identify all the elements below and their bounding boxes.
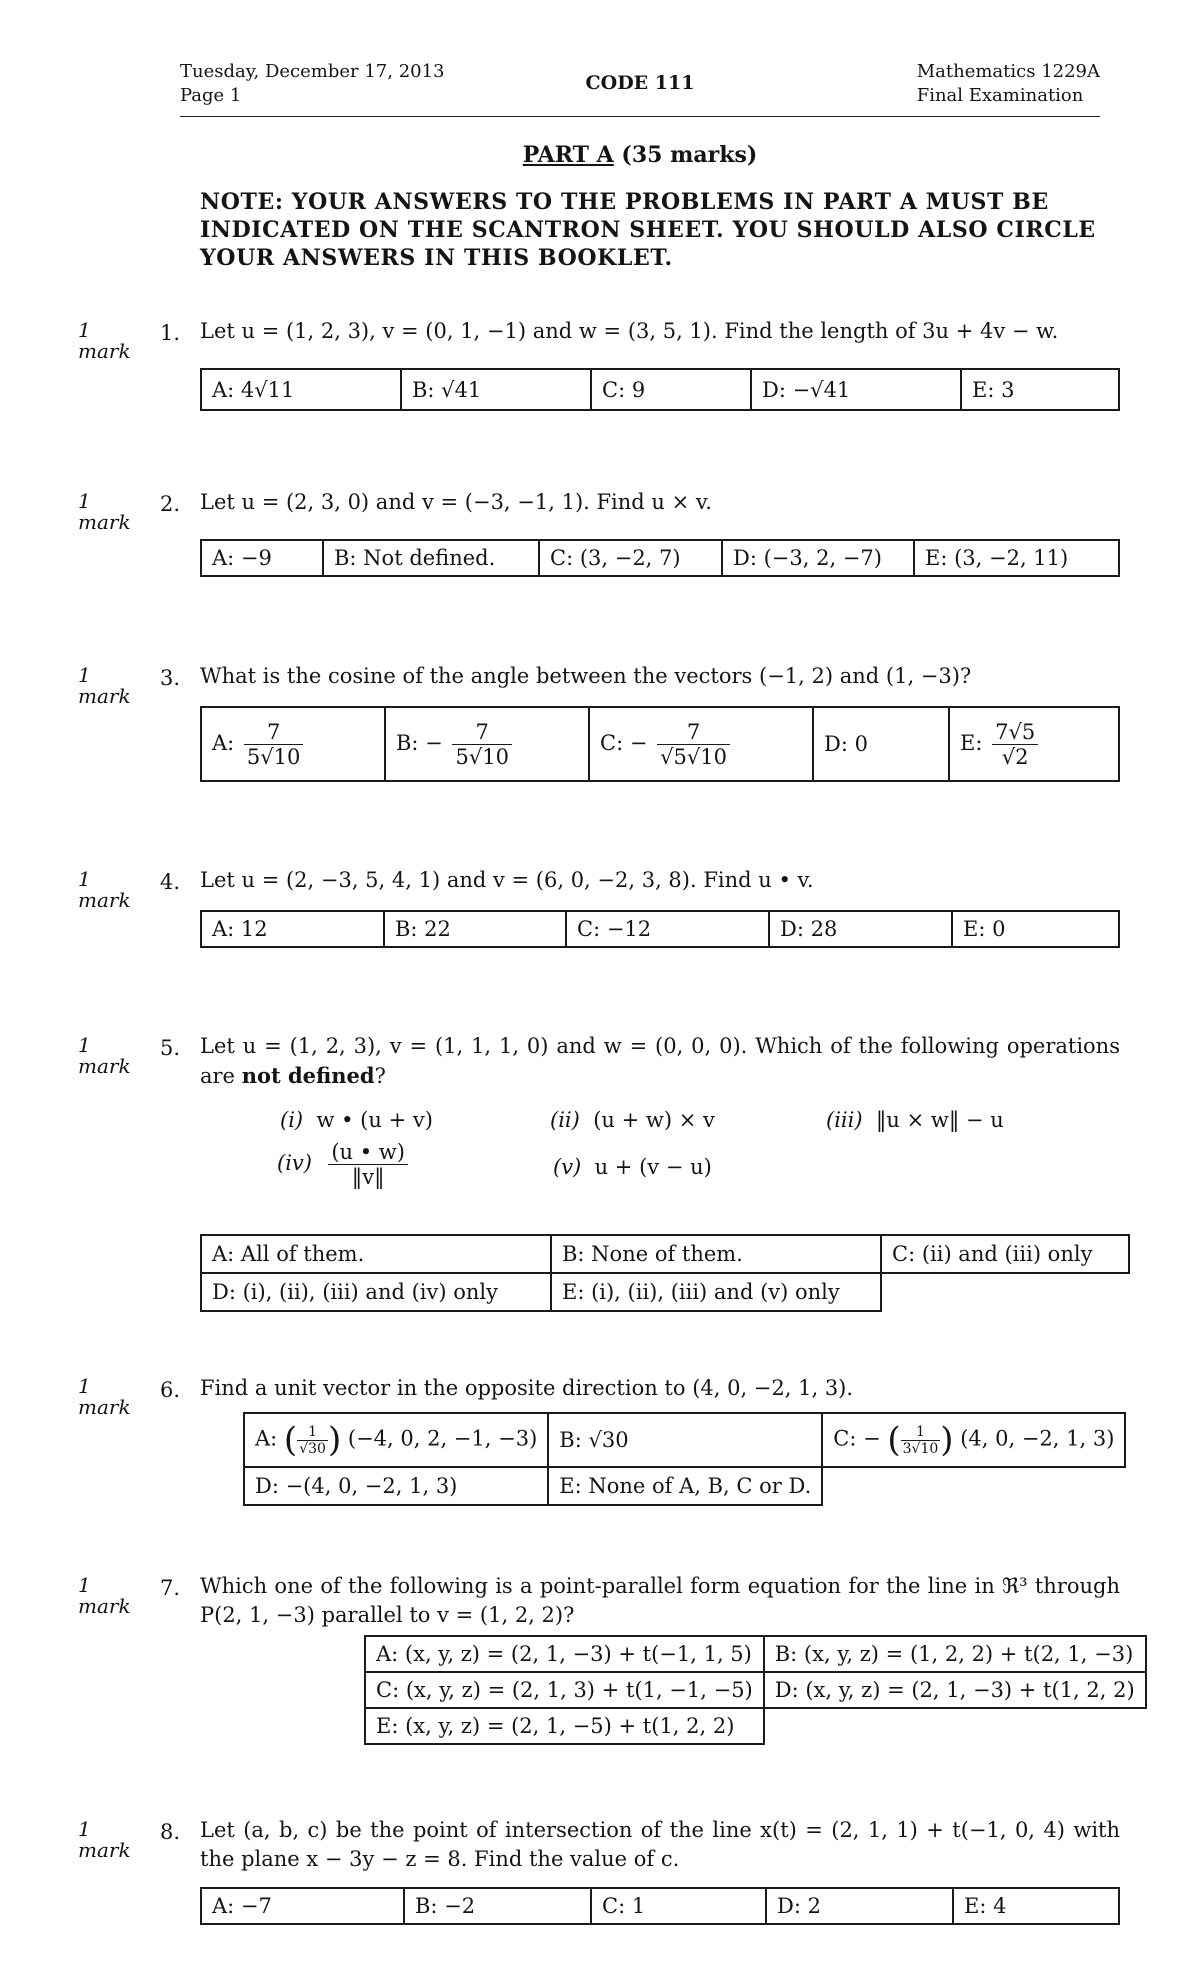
answer-options xyxy=(364,1635,1147,1745)
operation-i: (i) w • (u + v) xyxy=(280,1108,433,1132)
mark-label: 1 mark xyxy=(78,1374,131,1419)
header-right xyxy=(917,60,1100,108)
exam-name: Final Examination xyxy=(916,85,1084,106)
option-a[interactable]: A: −9 xyxy=(201,540,323,576)
answer-options xyxy=(200,706,1120,782)
operation-iv: (iv) $\frac{(u • w)}{‖v‖}$ xyxy=(277,1140,411,1189)
option-a[interactable]: A: −7 xyxy=(201,1888,404,1924)
option-b[interactable]: B: None of them. xyxy=(551,1235,881,1273)
option-d[interactable]: D: 28 xyxy=(769,911,952,947)
answer-options xyxy=(200,1887,1120,1925)
option-c[interactable]: C: (ii) and (iii) only xyxy=(881,1235,1129,1273)
option-b[interactable]: B: √30 xyxy=(548,1413,822,1467)
option-c[interactable]: C: − $\frac{7}{√5√10}$ xyxy=(589,707,813,781)
option-e[interactable]: E: $\frac{7√5}{√2}$ xyxy=(949,707,1119,781)
option-e[interactable]: E: (3, −2, 11) xyxy=(914,540,1119,576)
option-d[interactable]: D: (i), (ii), (iii) and (iv) only xyxy=(201,1273,551,1311)
scantron-note: NOTE: YOUR ANSWERS TO THE PROBLEMS IN PART A MUST BE INDICATED ON THE SCANTRON SHEET. YOU SHOULD ALSO CIRCLE YOUR ANSWERS IN THIS BOOKLET. xyxy=(200,189,1096,271)
option-a[interactable]: A: (x, y, z) = (2, 1, −3) + t(−1, 1, 5) xyxy=(365,1636,764,1672)
option-a[interactable]: A: 4√11 xyxy=(201,369,401,410)
question-text: Which one of the following is a point-parallel form equation for the line in ℜ³ through P(2, 1, −3) parallel to v = (1, 2, 2)? xyxy=(200,1574,1120,1627)
option-b[interactable]: B: √41 xyxy=(401,369,591,410)
option-a[interactable]: A: 12 xyxy=(201,911,384,947)
mark-label: 1 mark xyxy=(78,1033,131,1078)
option-e[interactable]: E: (x, y, z) = (2, 1, −5) + t(1, 2, 2) xyxy=(365,1708,764,1744)
operation-iii: (iii) ‖u × w‖ − u xyxy=(826,1108,1004,1132)
not-defined-emphasis: not defined xyxy=(241,1063,375,1088)
question-number: 5. xyxy=(160,1036,181,1060)
answer-options xyxy=(243,1412,1126,1506)
option-e[interactable]: E: None of A, B, C or D. xyxy=(548,1467,822,1505)
course-name: Mathematics 1229A xyxy=(916,61,1100,82)
question-number: 3. xyxy=(160,666,181,690)
mark-label: 1 mark xyxy=(78,489,131,534)
question-number: 8. xyxy=(160,1820,181,1844)
question-number: 2. xyxy=(160,492,181,516)
page-header xyxy=(180,60,1100,117)
option-d[interactable]: D: (−3, 2, −7) xyxy=(722,540,914,576)
option-d[interactable]: D: (x, y, z) = (2, 1, −3) + t(1, 2, 2) xyxy=(764,1672,1146,1708)
option-d[interactable]: D: 0 xyxy=(813,707,949,781)
option-d[interactable]: D: −(4, 0, −2, 1, 3) xyxy=(244,1467,548,1505)
option-d[interactable]: D: −√41 xyxy=(751,369,961,410)
operation-ii: (ii) (u + w) × v xyxy=(550,1108,715,1132)
option-c[interactable]: C: 1 xyxy=(591,1888,766,1924)
option-b[interactable]: B: 22 xyxy=(384,911,566,947)
question-number: 6. xyxy=(160,1378,181,1402)
option-b[interactable]: B: Not defined. xyxy=(323,540,539,576)
page-number: Page 1 xyxy=(180,85,242,106)
question-text: Let (a, b, c) be the point of intersection of the line x(t) = (2, 1, 1) + t(−1, 0, 4) with the plane x − 3y − z = 8. Find the value of c. xyxy=(200,1818,1120,1871)
answer-options xyxy=(200,1234,1130,1312)
option-c[interactable]: C: −12 xyxy=(566,911,769,947)
mark-label: 1 mark xyxy=(78,663,131,708)
answer-options xyxy=(200,910,1120,948)
option-a[interactable]: A: All of them. xyxy=(201,1235,551,1273)
mark-label: 1 mark xyxy=(78,867,131,912)
option-e[interactable]: E: 4 xyxy=(953,1888,1119,1924)
question-text: Find a unit vector in the opposite direction to (4, 0, −2, 1, 3). xyxy=(200,1376,854,1400)
option-c[interactable]: C: 9 xyxy=(591,369,751,410)
exam-code: CODE 111 xyxy=(585,72,695,94)
option-e[interactable]: E: 3 xyxy=(961,369,1119,410)
option-b[interactable]: B: (x, y, z) = (1, 2, 2) + t(2, 1, −3) xyxy=(764,1636,1146,1672)
question-number: 1. xyxy=(160,321,181,345)
question-text: Let u = (1, 2, 3), v = (1, 1, 1, 0) and w = (0, 0, 0). Which of the following operations are not defined? xyxy=(200,1034,1120,1088)
option-c[interactable]: C: − ( $\frac{1}{3√10}$ ) (4, 0, −2, 1, 3) xyxy=(822,1413,1125,1467)
part-name: PART A xyxy=(522,142,614,168)
option-b[interactable]: B: −2 xyxy=(404,1888,591,1924)
part-marks: (35 marks) xyxy=(621,142,758,168)
question-text: Let u = (2, −3, 5, 4, 1) and v = (6, 0, −2, 3, 8). Find u • v. xyxy=(200,868,814,892)
option-c[interactable]: C: (x, y, z) = (2, 1, 3) + t(1, −1, −5) xyxy=(365,1672,764,1708)
option-c[interactable]: C: (3, −2, 7) xyxy=(539,540,722,576)
answer-options xyxy=(200,368,1120,411)
option-e[interactable]: E: 0 xyxy=(952,911,1119,947)
question-text: Let u = (2, 3, 0) and v = (−3, −1, 1). Find u × v. xyxy=(200,490,712,514)
question-number: 7. xyxy=(160,1576,181,1600)
operation-v: (v) u + (v − u) xyxy=(553,1155,712,1179)
option-d[interactable]: D: 2 xyxy=(766,1888,953,1924)
option-a[interactable]: A: ( $\frac{1}{√30}$ ) (−4, 0, 2, −1, −3) xyxy=(244,1413,548,1467)
question-text: What is the cosine of the angle between the vectors (−1, 2) and (1, −3)? xyxy=(200,664,972,688)
part-title xyxy=(0,142,1200,168)
mark-label: 1 mark xyxy=(78,1817,131,1862)
option-a[interactable]: A: $\frac{7}{5√10}$ xyxy=(201,707,385,781)
exam-date: Tuesday, December 17, 2013 xyxy=(180,61,445,82)
mark-label: 1 mark xyxy=(78,318,131,363)
mark-label: 1 mark xyxy=(78,1573,131,1618)
question-number: 4. xyxy=(160,870,181,894)
question-text: Let u = (1, 2, 3), v = (0, 1, −1) and w = (3, 5, 1). Find the length of 3u + 4v − w. xyxy=(200,319,1059,343)
option-e[interactable]: E: (i), (ii), (iii) and (v) only xyxy=(551,1273,881,1311)
answer-options xyxy=(200,539,1120,577)
option-b[interactable]: B: − $\frac{7}{5√10}$ xyxy=(385,707,589,781)
